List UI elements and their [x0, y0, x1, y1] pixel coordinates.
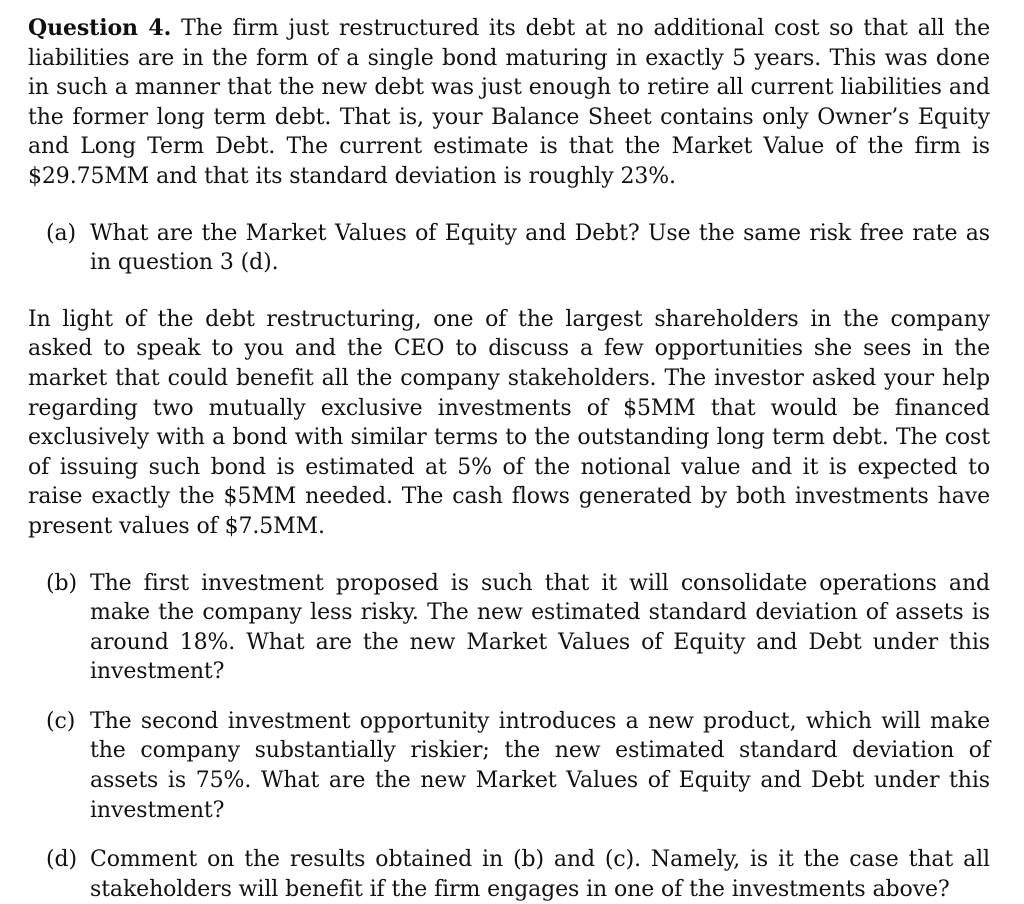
sub-question-a: [28, 219, 990, 278]
question-label: Question 4.: [28, 15, 172, 41]
sub-question-b-marker: (b): [46, 570, 77, 596]
sub-question-a-marker: (a): [46, 220, 76, 246]
sub-question-a-text: What are the Market Values of Equity and Debt? Use the same risk free rate as in question 3 (d).: [90, 220, 990, 276]
question-document: [28, 14, 990, 904]
sub-question-c-text: The second investment opportunity introduces a new product, which will make the company substantially riskier; the new estimated standard deviation of assets is 75%. What are the new Market Values of Equity and Debt under this investment?: [90, 708, 990, 823]
sub-question-b-text: The first investment proposed is such that it will consolidate operations and make the company less risky. The new estimated standard deviation of assets is around 18%. What are the new Market Values of Equity and Debt under this investment?: [90, 570, 990, 685]
sub-question-b: [28, 569, 990, 687]
context-paragraph: In light of the debt restructuring, one of the largest shareholders in the company asked to speak to you and the CEO to discuss a few opportunities she sees in the market that could benefit all the company stakeholders. The investor asked your help regarding two mutually exclusive investments of $5MM that would be financed exclusively with a bond with similar terms to the outstanding long term debt. The cost of issuing such bond is estimated at 5% of the notional value and it is expected to raise exactly the $5MM needed. The cash flows generated by both investments have present values of $7.5MM.: [28, 306, 990, 539]
question-intro-paragraph: [28, 14, 990, 192]
sub-question-d-text: Comment on the results obtained in (b) and (c). Namely, is it the case that all stakeholders will benefit if the firm engages in one of the investments above?: [90, 847, 990, 902]
sub-question-c: [28, 707, 990, 825]
sub-question-d: [28, 845, 990, 904]
question-intro-text: The firm just restructured its debt at no additional cost so that all the liabilities are in the form of a single bond maturing in exactly 5 years. This was done in such a manner that the new debt was just enough to retire all current liabilities and the former long term debt. That is, your Balance Sheet contains only Owner’s Equity and Long Term Debt. The current estimate is that the Market Value of the firm is $29.75MM and that its standard deviation is roughly 23%.: [28, 16, 990, 189]
sub-question-c-marker: (c): [46, 708, 76, 734]
sub-question-d-marker: (d): [46, 847, 77, 873]
